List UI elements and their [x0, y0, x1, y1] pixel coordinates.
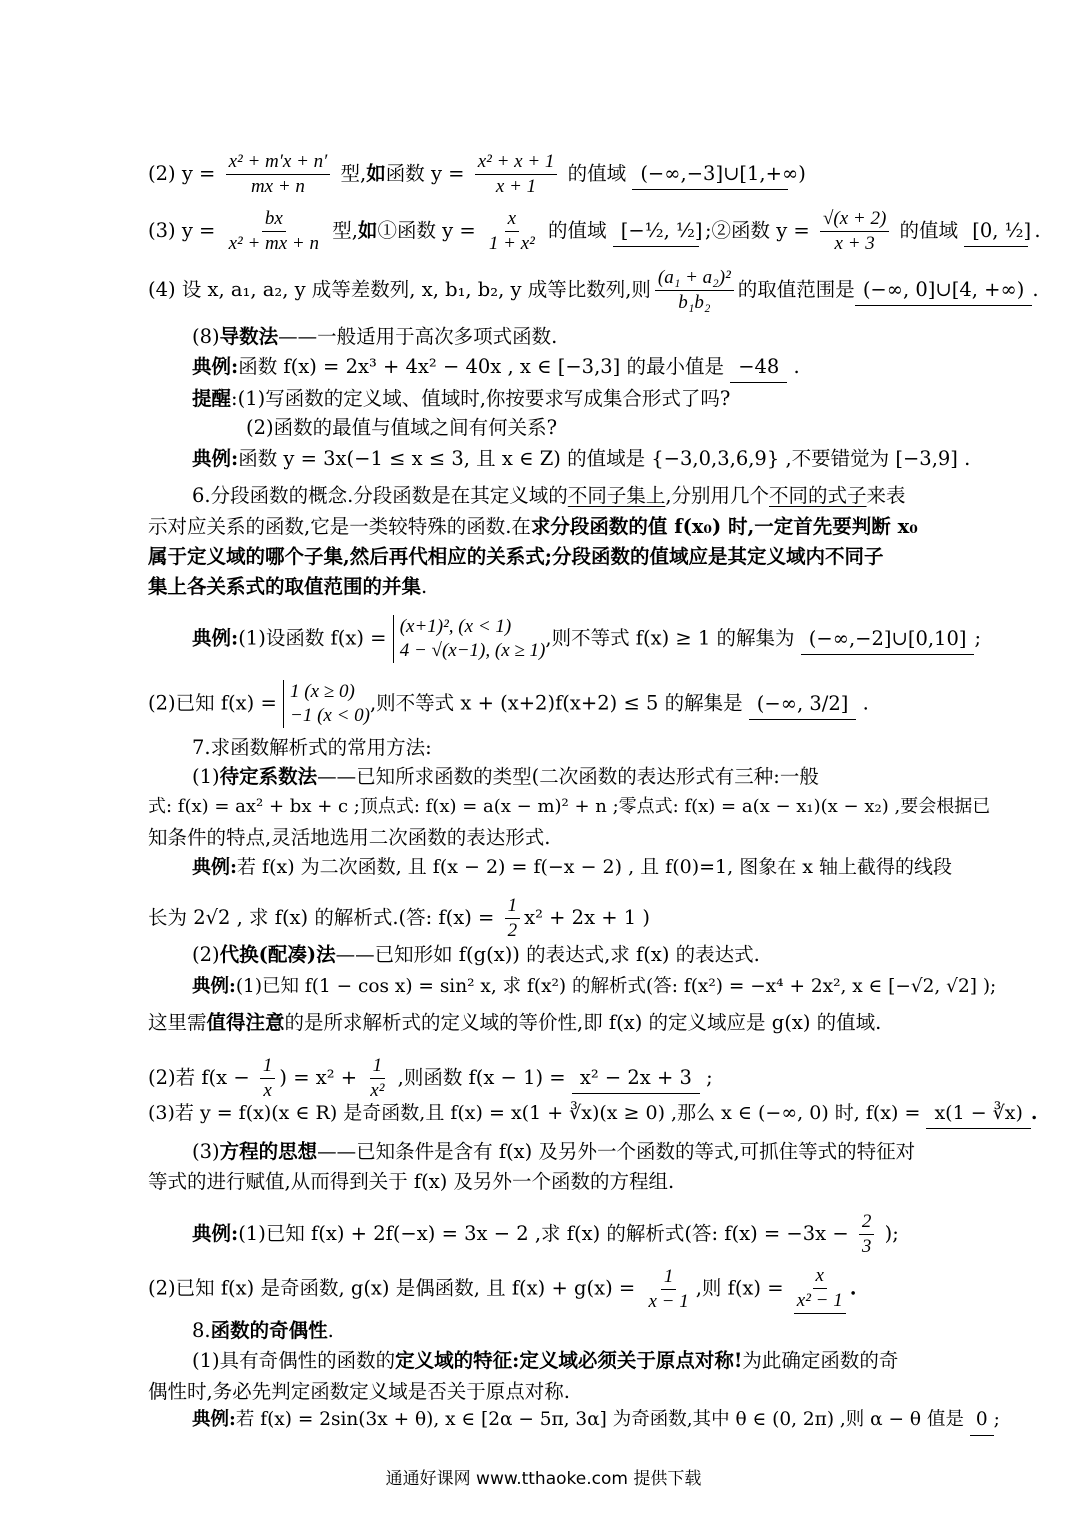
line-2-type: (2) y = $\frac{\text{x² + m′x + n′}}{mx + n}$ 型,如函数 y = $\frac{\text{x² + x + 1}}{x + 1}$ 的值域 (−∞,−3]∪[1,+∞): [148, 151, 806, 197]
line-example-equation: 典例:(1)已知 f(x) + 2f(−x) = 3x − 2 ,求 f(x) 的解析式(答: f(x) = −3x − $\frac{2}{3}$ );: [192, 1211, 899, 1257]
line-piecewise-def-2: 示对应关系的函数,它是一类较特殊的函数.在求分段函数的值 f(x₀) 时,一定首先要判断 x₀: [148, 515, 918, 538]
line-piecewise-def-4: 集上各关系式的取值范围的并集.: [148, 575, 428, 598]
line-example-piecewise-2: (2)已知 f(x) = 1 (x ≥ 0) −1 (x < 0) ,则不等式 x + (x+2)f(x+2) ≤ 5 的解集是 (−∞, 3/2] .: [148, 681, 869, 726]
fraction: $\frac{1}{\text{x²}}$: [370, 1055, 385, 1101]
line-example-equation-2: (2)已知 f(x) 是奇函数, g(x) 是偶函数, 且 f(x) + g(x) = $\frac{1}{x - 1}$ ,则 f(x) = $\frac{x}{\text{x² − 1}}$ .: [148, 1264, 1001, 1314]
line-section-8: 8.函数的奇偶性.: [192, 1319, 334, 1342]
fraction: $\frac{1}{2}$: [505, 894, 521, 943]
line-section-7: 7.求函数解析式的常用方法:: [192, 736, 432, 759]
fraction: $\frac{x}{\text{x² − 1}}$: [794, 1264, 846, 1314]
line-example-substitution-2: (2)若 f(x − $\frac{1}{x}$ ) = x² + $\frac{1}{\text{x²}}$ ,则函数 f(x − 1) = x² − 2x + 3 ;: [148, 1055, 713, 1101]
fraction: $\frac{\text{(a₁ + a₂)²}}{\text{b₁b₂}}$: [655, 266, 734, 315]
piecewise-cases: (x+1)², (x < 1) 4 − √(x−1), (x ≥ 1): [393, 615, 546, 663]
answer-blank: [−½, ½]: [613, 216, 699, 247]
answer-blank: −48: [730, 352, 787, 383]
fraction: $\frac{1}{x - 1}$: [648, 1265, 689, 1312]
line-example-range: 典例:函数 y = 3x(−1 ≤ x ≤ 3, 且 x ∈ Z) 的值域是 {−3,0,3,6,9} ,不要错觉为 [−3,9] .: [192, 447, 971, 470]
line-piecewise-def-3: 属于定义域的哪个子集,然后再代相应的关系式;分段函数的值域应是其定义域内不同子: [148, 545, 884, 568]
fraction: $\frac{\text{x² + m′x + n′}}{mx + n}$: [226, 150, 331, 199]
answer-blank: 0: [970, 1405, 994, 1436]
line-quadratic-forms-2: 知条件的特点,灵活地选用二次函数的表达形式.: [148, 826, 551, 849]
line-reminder-2: (2)函数的最值与值域之间有何关系?: [246, 416, 558, 439]
piecewise-cases: 1 (x ≥ 0) −1 (x < 0): [283, 680, 370, 728]
fraction: $\frac{\text{x² + x + 1}}{x + 1}$: [475, 150, 558, 199]
line-piecewise-def: 6.分段函数的概念.分段函数是在其定义域的不同子集上,分别用几个不同的式子来表: [192, 484, 906, 507]
line-parity-domain: (1)具有奇偶性的函数的定义域的特征:定义域必须关于原点对称!为此确定函数的奇: [192, 1349, 899, 1372]
line-example-min: 典例:函数 f(x) = 2x³ + 4x² − 40x , x ∈ [−3,3] 的最小值是 −48 .: [192, 352, 1001, 383]
answer-blank: (−∞,−3]∪[1,+∞): [632, 159, 788, 190]
line-4: (4) 设 x, a₁, a₂, y 成等差数列, x, b₁, b₂, y 成等比数列,则 $\frac{\text{(a₁ + a₂)²}}{\text{b₁b₂}}$ 的取值范围是 (−∞, 0]∪[4, +∞) .: [148, 267, 1039, 313]
fraction: $\frac{x}{\text{1 + x²}}$: [488, 208, 535, 254]
line-equation-method-2: 等式的进行赋值,从而得到关于 f(x) 及另外一个函数的方程组.: [148, 1170, 675, 1193]
line-example-quadratic-2: 长为 2√2 , 求 f(x) 的解析式.(答: f(x) = $\frac{1}{2}$ x² + 2x + 1 ): [148, 895, 651, 941]
page-footer: 通通好课网 www.tthaoke.com 提供下载: [385, 1469, 702, 1489]
line-quadratic-forms: 式: f(x) = ax² + bx + c ;顶点式: f(x) = a(x − m)² + n ;零点式: f(x) = a(x − x₁)(x − x₂) ,要会根据已: [148, 796, 991, 817]
line-example-quadratic: 典例:若 f(x) 为二次函数, 且 f(x − 2) = f(−x − 2) , 且 f(0)=1, 图象在 x 轴上截得的线段: [192, 856, 953, 878]
line-example-piecewise-1: 典例:(1)设函数 f(x) = (x+1)², (x < 1) 4 − √(x−1), (x ≥ 1) ,则不等式 f(x) ≥ 1 的解集为 (−∞,−2]∪[0,10] ;: [192, 616, 982, 661]
answer-blank: x² − 2x + 3: [572, 1063, 700, 1094]
line-example-substitution: 典例:(1)已知 f(1 − cos x) = sin² x, 求 f(x²) 的解析式(答: f(x²) = −x⁴ + 2x², x ∈ [−√2, √2] );: [192, 976, 997, 997]
fraction: $\frac{1}{x}$: [260, 1054, 276, 1103]
line-undetermined-coeff: (1)待定系数法——已知所求函数的类型(二次函数的表达形式有三种:一般: [192, 765, 819, 788]
line-substitution-method: (2)代换(配凑)法——已知形如 f(g(x)) 的表达式,求 f(x) 的表达式.: [192, 943, 760, 966]
fraction: $\frac{√(x + 2)}{x + 3}$: [820, 207, 889, 256]
line-note-domain: 这里需值得注意的是所求解析式的定义域的等价性,即 f(x) 的定义域应是 g(x) 的值域.: [148, 1011, 882, 1034]
answer-blank: (−∞,−2]∪[0,10]: [801, 624, 975, 655]
line-parity-domain-2: 偶性时,务必先判定函数定义域是否关于原点对称.: [148, 1380, 570, 1403]
line-example-odd-function: (3)若 y = f(x)(x ∈ R) 是奇函数,且 f(x) = x(1 + ∛x)(x ≥ 0) ,那么 x ∈ (−∞, 0) 时, f(x) = x(1 − ∛x) .: [148, 1098, 1001, 1129]
line-example-parity: 典例:若 f(x) = 2sin(3x + θ), x ∈ [2α − 5π, 3α] 为奇函数,其中 θ ∈ (0, 2π) ,则 α − θ 值是 0 ;: [192, 1405, 1001, 1436]
answer-blank: [0, ½]: [964, 216, 1028, 247]
line-derivative-method: (8)导数法——一般适用于高次多项式函数.: [192, 325, 558, 348]
answer-blank: x(1 − ∛x): [926, 1098, 1030, 1129]
answer-blank: (−∞, 3/2]: [749, 689, 857, 720]
line-reminder: 提醒:(1)写函数的定义域、值域时,你按要求写成集合形式了吗?: [192, 387, 731, 410]
line-equation-method: (3)方程的思想——已知条件是含有 f(x) 及另外一个函数的等式,可抓住等式的特征对: [192, 1140, 916, 1163]
fraction: $\frac{2}{3}$: [859, 1210, 875, 1259]
answer-blank: (−∞, 0]∪[4, +∞): [855, 275, 1033, 306]
line-3-type: (3) y = $\frac{bx}{\text{x² + mx + n}}$ 型,如①函数 y = $\frac{x}{\text{1 + x²}}$ 的值域 [−½, ½] ;②函数 y = $\frac{√(x + 2)}{x + 3}$ 的值域 [0, ½] .: [148, 208, 1041, 254]
fraction: $\frac{bx}{\text{x² + mx + n}}$: [228, 208, 320, 254]
